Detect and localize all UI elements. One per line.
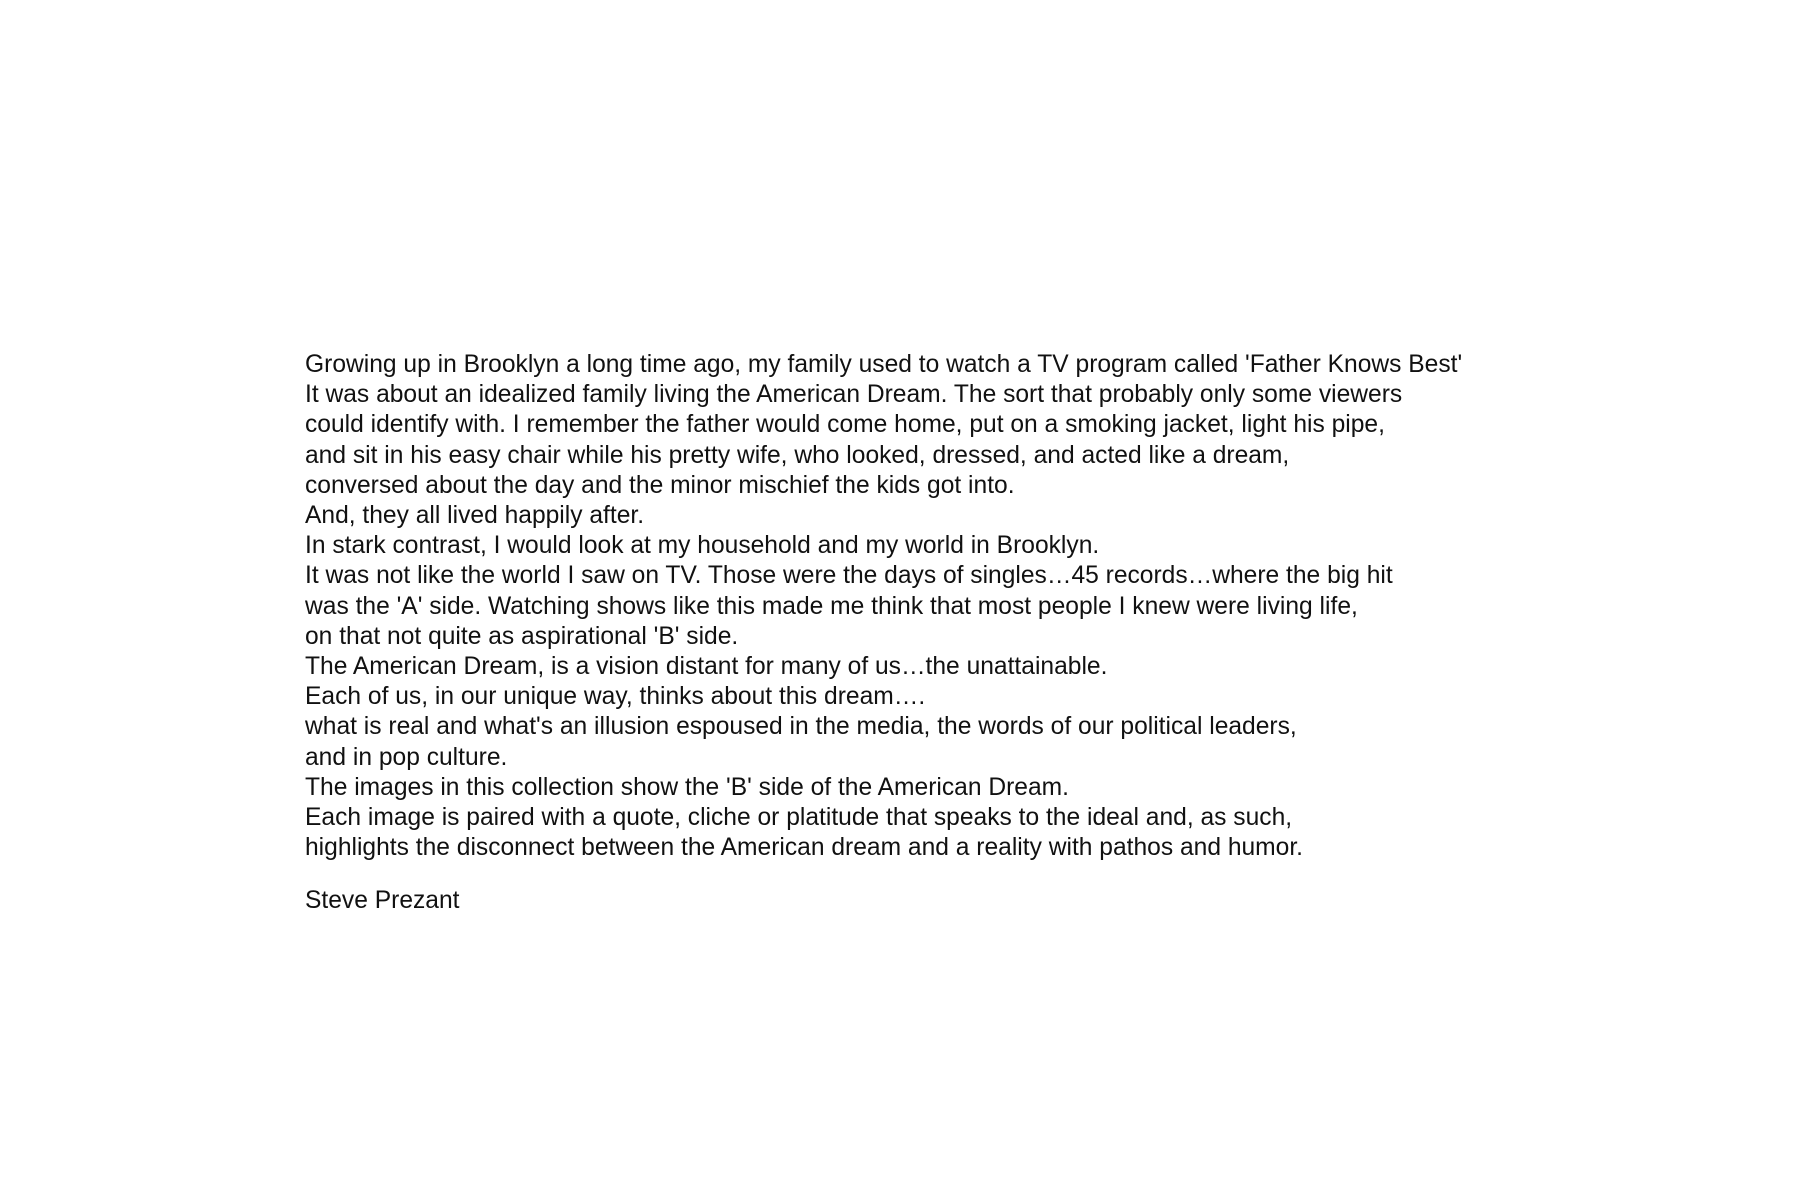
- statement-line: what is real and what's an illusion espoused in the media, the words of our political leaders,: [305, 713, 1297, 741]
- statement-line: The images in this collection show the 'B' side of the American Dream.: [305, 773, 1069, 801]
- statement-line: conversed about the day and the minor mischief the kids got into.: [305, 471, 1015, 499]
- statement-line: In stark contrast, I would look at my household and my world in Brooklyn.: [305, 532, 1100, 560]
- statement-line: on that not quite as aspirational 'B' side.: [305, 622, 739, 650]
- author-signature: Steve Prezant: [305, 887, 460, 914]
- statement-line: and in pop culture.: [305, 743, 508, 771]
- statement-line: And, they all lived happily after.: [305, 502, 645, 530]
- statement-line: could identify with. I remember the father would come home, put on a smoking jacket, light his pipe,: [305, 411, 1385, 439]
- statement-line: was the 'A' side. Watching shows like this made me think that most people I knew were living life,: [305, 592, 1358, 620]
- artist-statement: [305, 350, 1655, 863]
- statement-line: It was about an idealized family living the American Dream. The sort that probably only some viewers: [305, 381, 1403, 409]
- statement-line: Growing up in Brooklyn a long time ago, my family used to watch a TV program called 'Father Knows Best': [305, 351, 1463, 378]
- statement-line: Each image is paired with a quote, cliche or platitude that speaks to the ideal and, as such,: [305, 804, 1293, 832]
- statement-line: highlights the disconnect between the American dream and a reality with pathos and humor.: [305, 834, 1304, 862]
- statement-line: Each of us, in our unique way, thinks about this dream….: [305, 683, 926, 711]
- statement-line: The American Dream, is a vision distant for many of us…the unattainable.: [305, 653, 1108, 681]
- statement-line: It was not like the world I saw on TV. Those were the days of singles…45 records…where the big hit: [305, 562, 1393, 590]
- statement-line: and sit in his easy chair while his pretty wife, who looked, dressed, and acted like a dream,: [305, 441, 1290, 469]
